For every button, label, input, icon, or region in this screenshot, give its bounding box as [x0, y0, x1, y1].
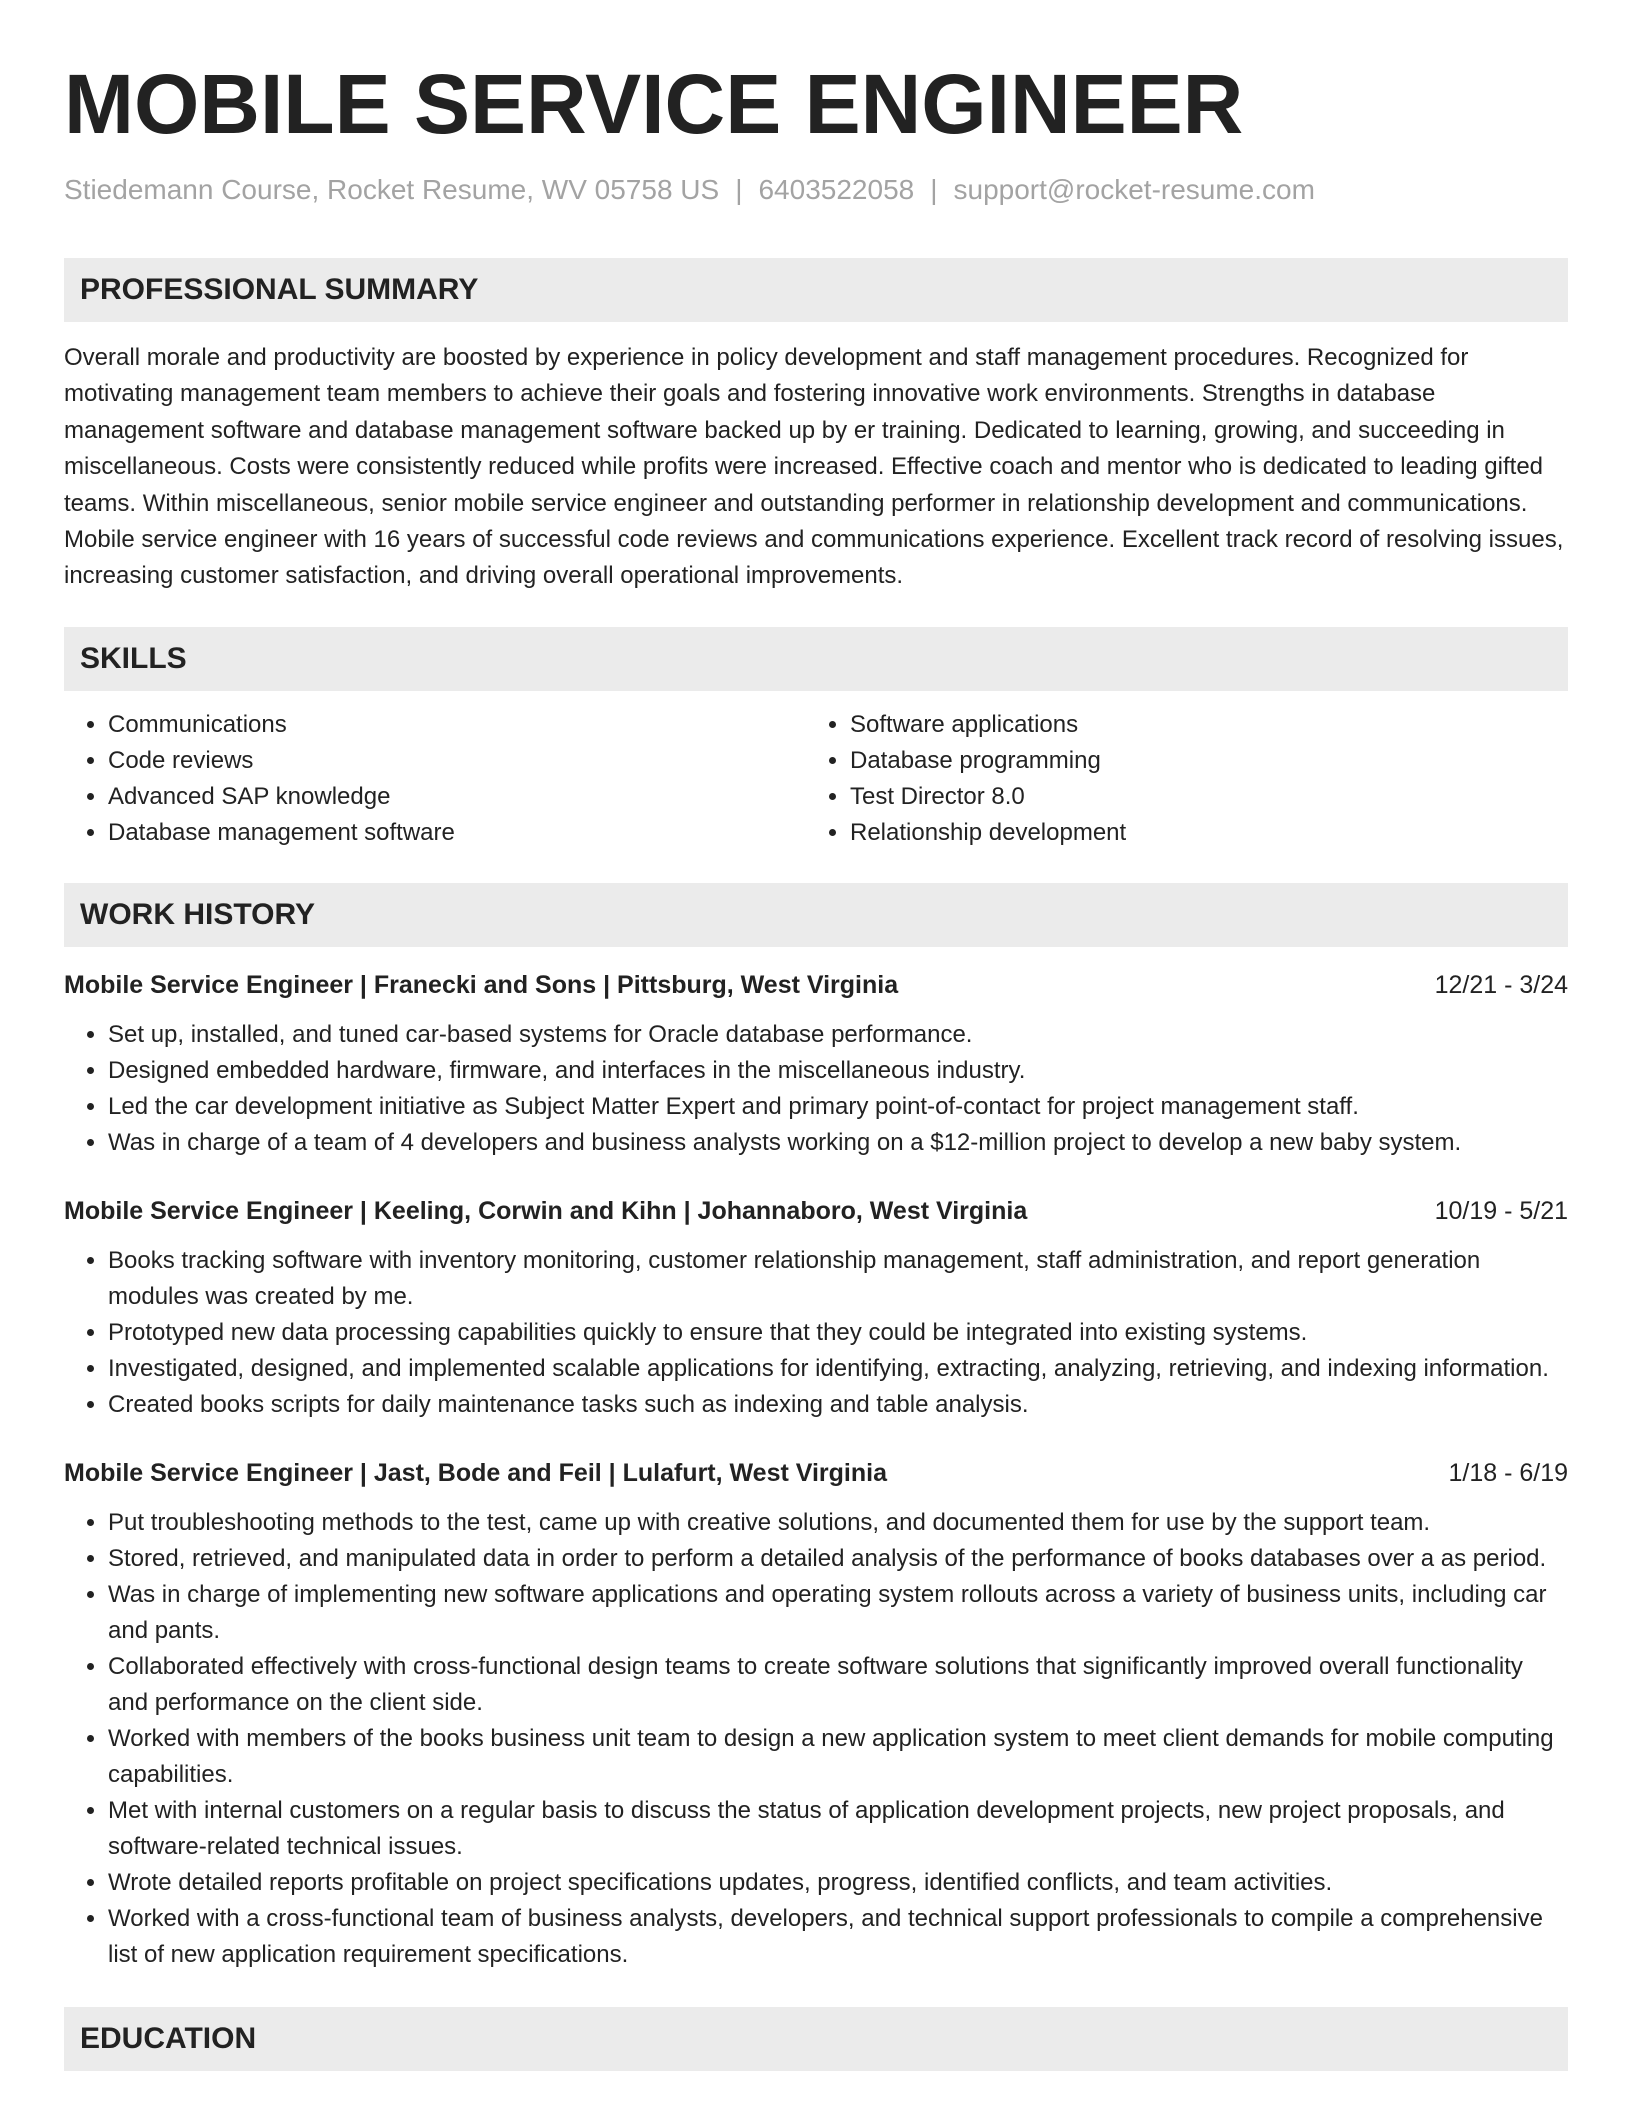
- skill-item: • Database programming: [850, 743, 1548, 779]
- job-bullet: • Collaborated effectively with cross-functional design teams to create software solutions that significantly improved overall functionality and performance on the client side.: [108, 1649, 1568, 1721]
- job-bullet: • Worked with a cross-functional team of business analysts, developers, and technical support professionals to compile a comprehensive list of new application requirement specifications.: [108, 1901, 1568, 1973]
- job-bullet: • Books tracking software with inventory monitoring, customer relationship management, staff administration, and report generation modules was created by me.: [108, 1243, 1568, 1315]
- contact-line: [64, 172, 1568, 208]
- job-bullet: • Created books scripts for daily maintenance tasks such as indexing and table analysis.: [108, 1387, 1568, 1423]
- job-bullet: • Prototyped new data processing capabilities quickly to ensure that they could be integrated into existing systems.: [108, 1315, 1568, 1351]
- contact-separator: |: [930, 174, 938, 205]
- job-bullet: • Wrote detailed reports profitable on project specifications updates, progress, identified conflicts, and team activities.: [108, 1865, 1568, 1901]
- job-heading: Mobile Service Engineer | Franecki and Sons | Pittsburg, West Virginia: [64, 970, 899, 999]
- contact-email: support@rocket-resume.com: [953, 174, 1315, 205]
- job-dates: 12/21 - 3/24: [1434, 970, 1568, 999]
- job-heading: Mobile Service Engineer | Jast, Bode and Feil | Lulafurt, West Virginia: [64, 1458, 887, 1487]
- job-bullet: • Led the car development initiative as Subject Matter Expert and primary point-of-contact for project management staff.: [108, 1089, 1568, 1125]
- skill-item: • Test Director 8.0: [850, 779, 1548, 815]
- skill-item: • Advanced SAP knowledge: [108, 779, 806, 815]
- job-bullet: • Met with internal customers on a regular basis to discuss the status of application development projects, new project proposals, and software-related technical issues.: [108, 1793, 1568, 1865]
- job-bullet: • Stored, retrieved, and manipulated data in order to perform a detailed analysis of the performance of books databases over a as period.: [108, 1541, 1568, 1577]
- skill-item: • Software applications: [850, 707, 1548, 743]
- job-bullets: [64, 1243, 1568, 1423]
- job-heading: Mobile Service Engineer | Keeling, Corwin and Kihn | Johannaboro, West Virginia: [64, 1196, 1028, 1225]
- job-bullets: [64, 1017, 1568, 1161]
- job-heading-row: [64, 1195, 1568, 1227]
- job-dates: 10/19 - 5/21: [1434, 1196, 1568, 1225]
- section-header-skills: SKILLS: [64, 627, 1568, 691]
- job-dates: 1/18 - 6/19: [1448, 1458, 1568, 1487]
- contact-phone: 6403522058: [758, 174, 915, 205]
- contact-address: Stiedemann Course, Rocket Resume, WV 05758 US: [64, 174, 720, 205]
- section-header-education: EDUCATION: [64, 2007, 1568, 2071]
- job-bullet: • Was in charge of implementing new software applications and operating system rollouts across a variety of business units, including car and pants.: [108, 1577, 1568, 1649]
- job-heading-row: [64, 969, 1568, 1001]
- contact-separator: |: [735, 174, 743, 205]
- job-bullet: • Worked with members of the books business unit team to design a new application system to meet client demands for mobile computing capabilities.: [108, 1721, 1568, 1793]
- job-heading-row: [64, 1457, 1568, 1489]
- skill-item: • Code reviews: [108, 743, 806, 779]
- job-entry: [64, 1195, 1568, 1423]
- job-bullets: [64, 1505, 1568, 1973]
- job-bullet: • Designed embedded hardware, firmware, and interfaces in the miscellaneous industry.: [108, 1053, 1568, 1089]
- job-entry: [64, 1457, 1568, 1973]
- job-bullet: • Set up, installed, and tuned car-based systems for Oracle database performance.: [108, 1017, 1568, 1053]
- skill-item: • Communications: [108, 707, 806, 743]
- skill-item: • Relationship development: [850, 815, 1548, 851]
- skills-list-right: [806, 707, 1548, 851]
- resume-name: MOBILE SERVICE ENGINEER: [64, 57, 1244, 151]
- job-bullet: • Investigated, designed, and implemented scalable applications for identifying, extracting, analyzing, retrieving, and indexing information.: [108, 1351, 1568, 1387]
- skill-item: • Database management software: [108, 815, 806, 851]
- job-entry: [64, 969, 1568, 1161]
- section-header-summary: PROFESSIONAL SUMMARY: [64, 258, 1568, 322]
- section-header-work-history: WORK HISTORY: [64, 883, 1568, 947]
- skills-list-left: [64, 707, 806, 851]
- summary-text: Overall morale and productivity are boosted by experience in policy development and staff management procedures. Recognized for motivating management team members to achieve their goals and fostering innovative work environments. Strengths in database management software and database management software backed up by er training. Dedicated to learning, growing, and succeeding in miscellaneous. Costs were consistently reduced while profits were increased. Effective coach and mentor who is dedicated to leading gifted teams. Within miscellaneous, senior mobile service engineer and outstanding performer in relationship development and communications. Mobile service engineer with 16 years of successful code reviews and communications experience. Excellent track record of resolving issues, increasing customer satisfaction, and driving overall operational improvements.: [64, 344, 1564, 590]
- job-bullet: • Put troubleshooting methods to the test, came up with creative solutions, and documented them for use by the support team.: [108, 1505, 1568, 1541]
- job-bullet: • Was in charge of a team of 4 developers and business analysts working on a $12-million project to develop a new baby system.: [108, 1125, 1568, 1161]
- skills-columns: [64, 707, 1568, 851]
